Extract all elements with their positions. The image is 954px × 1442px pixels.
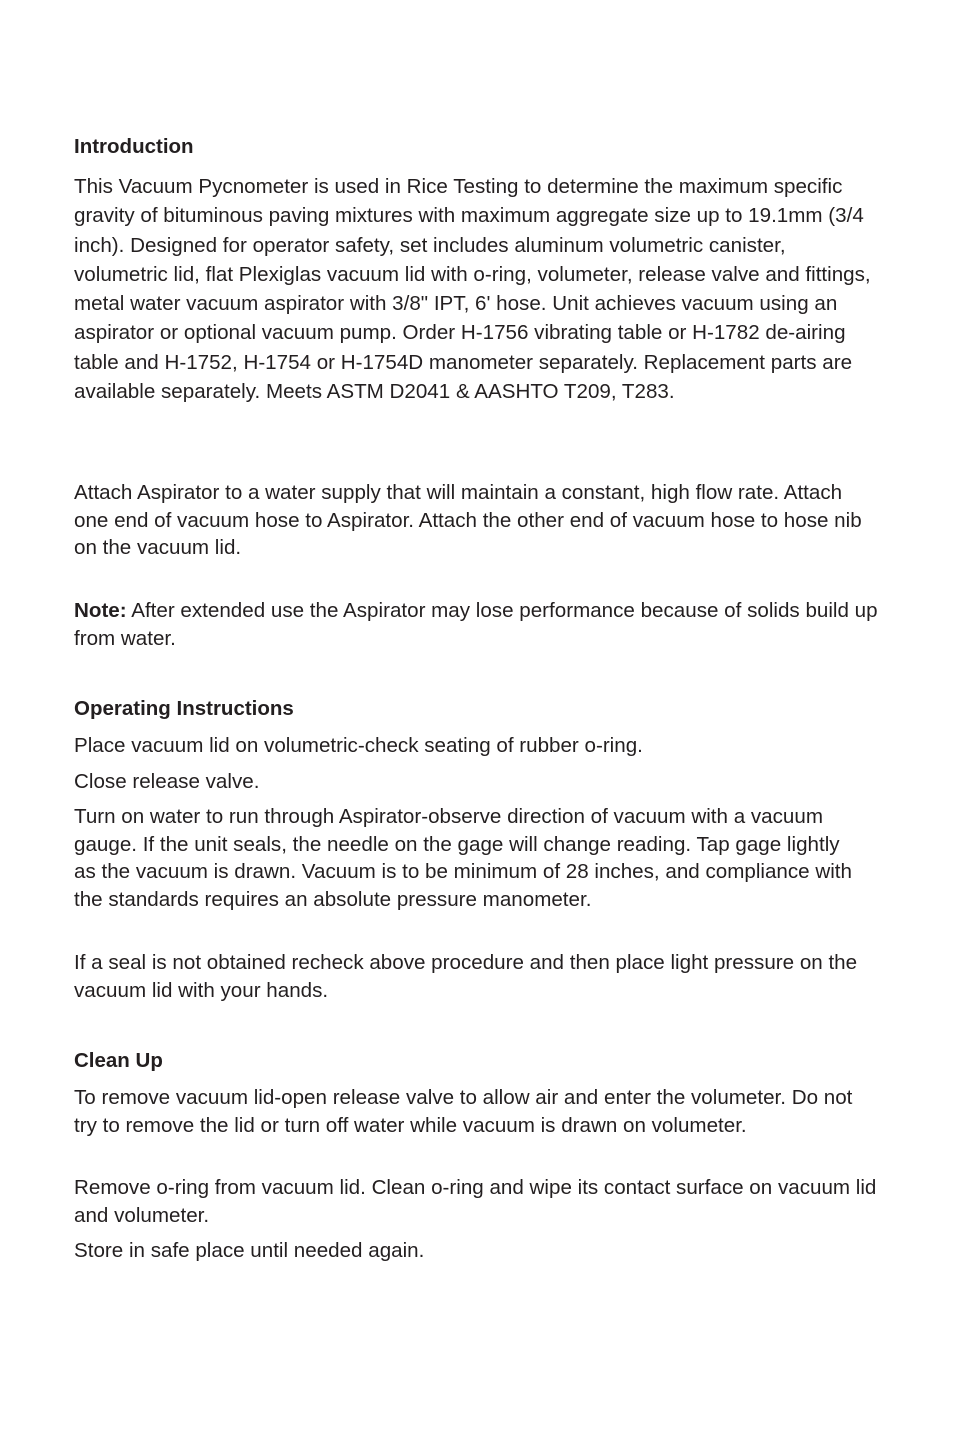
note-paragraph bbox=[74, 597, 884, 652]
operating-step-3: Turn on water to run through Aspirator-observe direction of vacuum with a vacuum gauge. If the unit seals, the needle on the gage will change reading. Tap gage lightly as the vacuum is drawn. Vacuum is to be minimum of 28 inches, and compliance with the standards requires an absolute pressure manometer. bbox=[74, 805, 852, 911]
cleanup-step-2: Remove o-ring from vacuum lid. Clean o-ring and wipe its contact surface on vacuum lid and volumeter. bbox=[74, 1176, 877, 1227]
cleanup-step-3: Store in safe place until needed again. bbox=[74, 1239, 425, 1262]
note-text: After extended use the Aspirator may lose performance because of solids build up from water. bbox=[74, 599, 878, 650]
clean-up-heading: Clean Up bbox=[74, 1049, 163, 1072]
operating-step-2: Close release valve. bbox=[74, 770, 260, 793]
cleanup-step-1: To remove vacuum lid-open release valve to allow air and enter the volumeter. Do not try to remove the lid or turn off water while vacuum is drawn on volumeter. bbox=[74, 1086, 853, 1137]
operating-instructions-heading: Operating Instructions bbox=[74, 697, 294, 720]
operating-step-1: Place vacuum lid on volumetric-check seating of rubber o-ring. bbox=[74, 734, 643, 757]
operating-step-4: If a seal is not obtained recheck above procedure and then place light pressure on the vacuum lid with your hands. bbox=[74, 951, 858, 1002]
note-label: Note: bbox=[74, 599, 127, 622]
introduction-paragraph: This Vacuum Pycnometer is used in Rice Testing to determine the maximum specific gravity of bituminous paving mixtures with maximum aggregate size up to 19.1mm (3/4 inch). Designed for operator safety, set includes aluminum volumetric canister, volumetric lid, flat Plexiglas vacuum lid with o-ring, volumeter, release valve and fittings, metal water vacuum aspirator with 3/8" IPT, 6' hose. Unit achieves vacuum using an aspirator or optional vacuum pump. Order H-1756 vibrating table or H-1782 de-airing table and H-1752, H-1754 or H-1754D manometer separately. Replacement parts are available separately. Meets ASTM D2041 & AASHTO T209, T283. bbox=[74, 175, 871, 404]
introduction-heading: Introduction bbox=[74, 135, 194, 158]
setup-paragraph: Attach Aspirator to a water supply that will maintain a constant, high flow rate. Attach one end of vacuum hose to Aspirator. Attach the other end of vacuum hose to hose nib on the vacuum lid. bbox=[74, 481, 862, 559]
